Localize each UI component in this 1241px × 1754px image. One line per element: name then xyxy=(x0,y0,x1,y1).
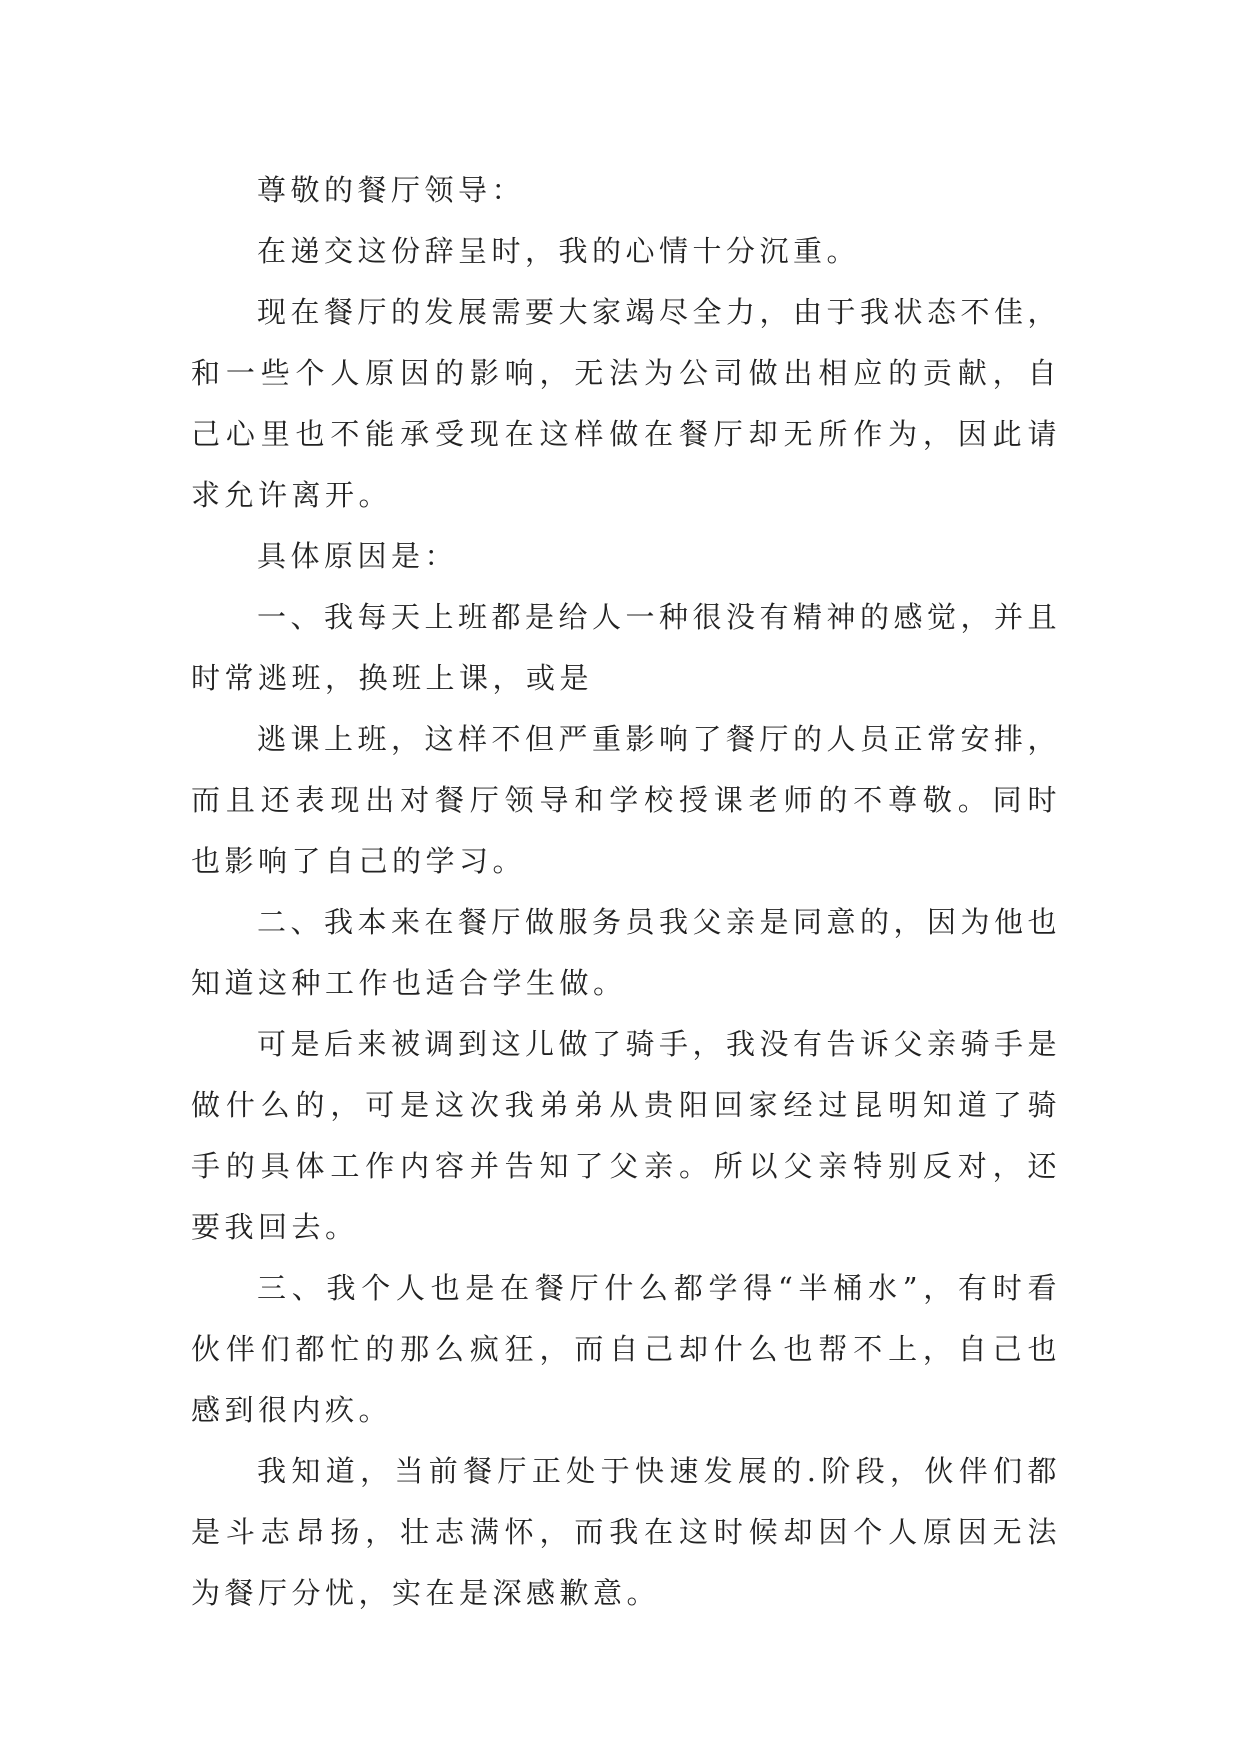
paragraph-6: 二、我本来在餐厅做服务员我父亲是同意的，因为他也知道这种工作也适合学生做。 xyxy=(191,905,1062,1000)
paragraph-8: 三、我个人也是在餐厅什么都学得“半桶水”，有时看伙伴们都忙的那么疯狂，而自己却什么也帮不上，自己也感到很内疚。 xyxy=(191,1271,1061,1427)
paragraph-1: 在递交这份辞呈时，我的心情十分沉重。 xyxy=(257,234,861,268)
paragraph-4: 一、我每天上班都是给人一种很没有精神的感觉，并且时常逃班，换班上课，或是 xyxy=(191,600,1062,695)
paragraph-3: 具体原因是： xyxy=(257,539,459,573)
paragraph-5: 逃课上班，这样不但严重影响了餐厅的人员正常安排，而且还表现出对餐厅领导和学校授课老师的不尊敬。同时也影响了自己的学习。 xyxy=(191,722,1062,878)
paragraph-9: 我知道，当前餐厅正处于快速发展的.阶段，伙伴们都是斗志昂扬，壮志满怀，而我在这时候却因个人原因无法为餐厅分忧，实在是深感歉意。 xyxy=(191,1454,1061,1610)
paragraph-2: 现在餐厅的发展需要大家竭尽全力，由于我状态不佳，和一些个人原因的影响，无法为公司做出相应的贡献，自己心里也不能承受现在这样做在餐厅却无所作为，因此请求允许离开。 xyxy=(191,295,1062,512)
paragraph-7: 可是后来被调到这儿做了骑手，我没有告诉父亲骑手是做什么的，可是这次我弟弟从贵阳回家经过昆明知道了骑手的具体工作内容并告知了父亲。所以父亲特别反对，还要我回去。 xyxy=(191,1027,1062,1244)
salutation: 尊敬的餐厅领导： xyxy=(257,173,526,207)
letter-body xyxy=(191,160,1061,1624)
